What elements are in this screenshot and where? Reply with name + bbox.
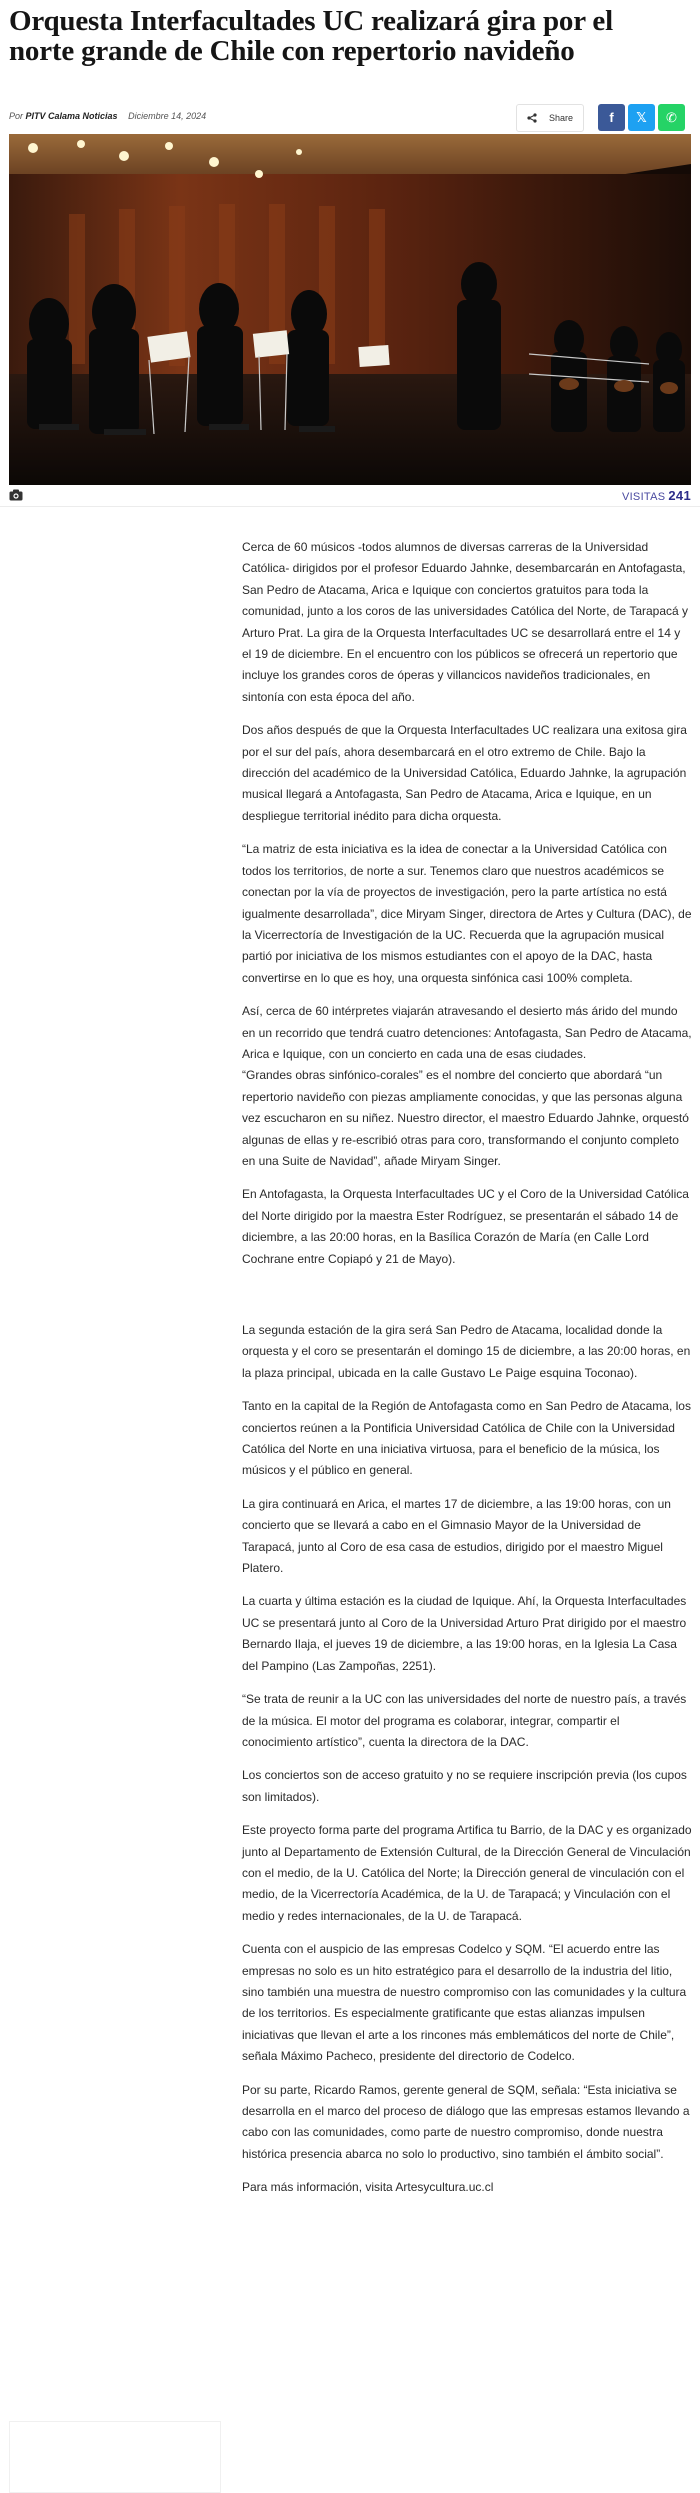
share-button[interactable] [516,104,584,132]
more-info-link[interactable]: Para más información, visita Artesycultura.uc.cl [242,2180,494,2195]
article-paragraph: “Grandes obras sinfónico-corales” es el nombre del concierto que abordará “un repertorio navideño con piezas ampliamente conocidas, y que las personas alguna vez escucharon en su niñez. Nuestro director, el maestro Eduardo Jahnke, orquestó algunas de ellas y re-escribió otras para coro, transformando el conjunto completo en una Suite de Navidad”, añade Miryam Singer. [242,1068,689,1168]
image-caption-row [9,487,691,503]
article-paragraph: Tanto en la capital de la Región de Antofagasta como en San Pedro de Atacama, los conciertos reúnen a la Pontificia Universidad Católica de Chile con la Universidad Católica del Norte en una iniciativa virtuosa, para el beneficio de la música, los músicos y el público en general. [242,1399,691,1478]
header-divider [0,506,700,507]
facebook-icon: f [609,110,614,125]
article-paragraph: Los conciertos son de acceso gratuito y no se requiere inscripción previa (los cupos son limitados). [242,1768,687,1804]
whatsapp-icon: ✆ [666,109,677,125]
article-paragraph: En Antofagasta, la Orquesta Interfacultades UC y el Coro de la Universidad Católica del Norte dirigido por la maestra Ester Rodríguez, se presentarán el sábado 14 de diciembre, a las 20:00 horas, en la Basílica Corazón de María (en Calle Lord Cochrane entre Copiapó y 21 de Mayo). [242,1187,689,1266]
article-paragraph: Cuenta con el auspicio de las empresas Codelco y SQM. “El acuerdo entre las empresas no solo es un hito estratégico para el desarrollo de la industria del litio, sino también una muestra de nuestro compromiso con las comunidades y la cultura de los territorios. Es especialmente gratificante que estas alianzas impulsen iniciativas que llevan el arte a los rincones más emblemáticos del norte de Chile”, señala Máximo Pacheco, presidente del directorio de Codelco. [242,1942,687,2064]
x-twitter-icon: 𝕏 [636,109,647,125]
article-paragraph: “La matriz de esta iniciativa es la idea de conectar a la Universidad Católica con todos los territorios, de norte a sur. Tenemos claro que nuestros académicos se conectan por la vía de proyectos de investigación, pero la parte artística no está igualmente desarrollada”, dice Miryam Singer, directora de Artes y Cultura (DAC), de la Vicerrectoría de Investigación de la UC. Recuerda que la agrupación musical partió por iniciativa de los mismos estudiantes con el apoyo de la DAC, hasta convertirse en lo que es hoy, una orquesta sinfónica casi 100% completa. [242,842,692,985]
publish-date: Diciembre 14, 2024 [128,111,207,121]
x-twitter-share-button[interactable] [628,104,655,131]
share-label: Share [548,113,574,123]
facebook-share-button[interactable] [598,104,625,131]
byline-prefix: Por [9,111,24,121]
article-paragraph: Así, cerca de 60 intérpretes viajarán atravesando el desierto más árido del mundo en un recorrido que tendrá cuatro detenciones: Antofagasta, San Pedro de Atacama, Arica e Iquique, con un concierto en cada una de esas ciudades. [242,1004,692,1061]
article-body [242,537,692,2211]
article-paragraph: La cuarta y última estación es la ciudad de Iquique. Ahí, la Orquesta Interfacultades UC se presentará junto al Coro de la Universidad Arturo Prat dirigido por el maestro Bernardo Ilaja, el jueves 19 de diciembre, a las 19:00 horas, en la Iglesia La Casa del Pampino (Las Zampoñas, 2251). [242,1594,687,1673]
visit-counter [622,488,691,503]
article-title: Orquesta Interfacultades UC realizará gira por el norte grande de Chile con repertorio navideño [9,5,613,67]
featured-image [9,134,691,485]
author-link[interactable]: PITV Calama Noticias [25,111,118,121]
whatsapp-share-button[interactable] [658,104,685,131]
byline [9,111,206,127]
spacer [242,1282,692,1320]
orchestra-photo [9,134,691,485]
sidebar-ad-placeholder [9,2421,221,2493]
article-paragraph: Este proyecto forma parte del programa Artifica tu Barrio, de la DAC y es organizado junto al Departamento de Extensión Cultural, de la Dirección General de Vinculación con el medio, de la U. Católica del Norte; la Dirección general de vinculación con el medio, de la Vicerrectoría Académica, de la U. de Tarapacá; y Vinculación con el medio y redes internacionales, de la U. de Tarapacá. [242,1823,692,1923]
camera-icon[interactable] [9,489,23,501]
article-paragraph: La gira continuará en Arica, el martes 17 de diciembre, a las 19:00 horas, con un concierto que se llevará a cabo en el Gimnasio Mayor de la Universidad de Tarapacá, junto al Coro de esa casa de estudios, dirigido por el maestro Miguel Platero. [242,1496,671,1576]
visits-label: VISITAS [621,490,666,503]
article-paragraph: “Se trata de reunir a la UC con las universidades del norte de nuestro país, a través de la música. El motor del programa es colaborar, integrar, compartir el conocimiento artístico”, cuenta la directora de la DAC. [242,1692,687,1749]
article-paragraph: Dos años después de que la Orquesta Interfacultades UC realizara una exitosa gira por el sur del país, ahora desembarcará en el otro extremo de Chile. Bajo la dirección del académico de la Universidad Católica, Eduardo Jahnke, la agrupación musical llegará a Antofagasta, San Pedro de Atacama, Arica e Iquique, en un despliegue territorial inédito para dicha orquesta. [242,723,687,823]
article-paragraph: La segunda estación de la gira será San Pedro de Atacama, localidad donde la orquesta y el coro se presentarán el domingo 15 de diciembre, a las 20:00 horas, en la plaza principal, ubicada en la calle Gustavo Le Paige esquina Toconao). [242,1323,691,1380]
article-paragraph: Cerca de 60 músicos -todos alumnos de diversas carreras de la Universidad Católica- dirigidos por el profesor Eduardo Jahnke, desembarcarán en Antofagasta, San Pedro de Atacama, Arica e Iquique con conciertos gratuitos para toda la comunidad, junto a los coros de las universidades Católica del Norte, de Tarapacá y Arturo Prat. La gira de la Orquesta Interfacultades UC se desarrollará entre el 14 y el 19 de diciembre. En el encuentro con los públicos se ofrecerá un repertorio que incluye los grandes coros de óperas y villancicos navideños tradicionales, en sintonía con esta época del año. [242,540,689,704]
visits-count: 241 [668,487,691,503]
article-paragraph: Por su parte, Ricardo Ramos, gerente general de SQM, señala: “Esta iniciativa se desarrolla en el marco del proceso de diálogo que las empresas estamos llevando a cabo con las comunidades, como parte de nuestro compromiso, donde nuestra histórica presencia abarca no solo lo productivo, sino también el ámbito social”. [242,2082,690,2161]
share-icon [527,113,537,123]
